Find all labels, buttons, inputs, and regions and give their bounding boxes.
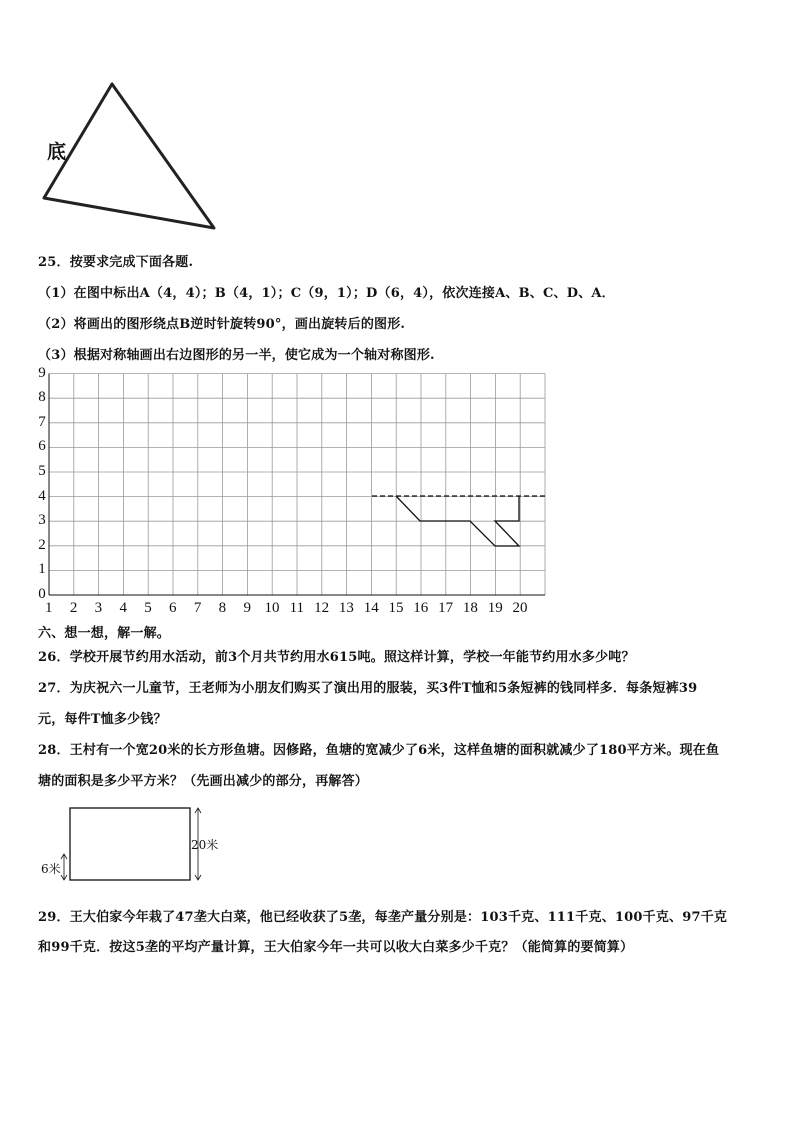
x-tick-label: 10 [264, 600, 280, 616]
q28-line1: 28．王村有一个宽20米的长方形鱼塘。因修路，鱼塘的宽减少了6米，这样鱼塘的面积就减少了180平方米。现在鱼 [38, 743, 720, 758]
x-tick-label: 3 [94, 600, 103, 616]
section-6-heading: 六、想一想，解一解。 [38, 626, 171, 641]
y-tick-label: 5 [38, 463, 46, 479]
x-tick-label: 11 [289, 600, 305, 616]
q25-part1: （1）在图中标出A（4，4）；B（4，1）；C（9，1）；D（6，4），依次连接A、B、C、D、A． [38, 286, 615, 301]
x-tick-label: 12 [314, 600, 330, 616]
x-tick-label: 19 [487, 600, 503, 616]
x-tick-label: 18 [462, 600, 478, 616]
pond-width-label: 20米 [191, 838, 219, 852]
q25-title: 25．按要求完成下面各题. [38, 255, 194, 270]
x-tick-label: 20 [512, 600, 528, 616]
q29-line2: 和99千克．按这5垄的平均产量计算，王大伯家今年一共可以收大白菜多少千克？（能简算的要简算） [38, 940, 634, 955]
y-tick-label: 7 [38, 413, 46, 430]
q27-line1: 27．为庆祝六一儿童节，王老师为小朋友们购买了演出用的服装，买3件T恤和5条短裤的钱同样多．每条短裤39 [38, 681, 698, 696]
y-tick-label: 1 [38, 561, 46, 578]
x-tick-label: 7 [193, 600, 202, 616]
x-tick-label: 8 [218, 600, 227, 616]
y-tick-label: 9 [38, 364, 46, 381]
q29-line1: 29．王大伯家今年栽了47垄大白菜，他已经收获了5垄，每垄产量分别是：103千克、111千克、100千克、97千克 [38, 910, 728, 925]
q25-part3: （3）根据对称轴画出右边图形的另一半，使它成为一个轴对称图形. [38, 348, 435, 363]
y-tick-label: 6 [38, 438, 46, 455]
q27-line2: 元，每件T恤多少钱？ [38, 712, 167, 727]
x-tick-label: 16 [413, 600, 429, 616]
x-tick-label: 17 [438, 600, 454, 616]
x-tick-label: 6 [169, 600, 177, 616]
x-tick-label: 15 [388, 600, 404, 616]
x-tick-label: 9 [243, 600, 251, 616]
y-tick-label: 2 [38, 536, 46, 553]
y-tick-label: 8 [38, 389, 46, 406]
x-tick-label: 5 [144, 600, 152, 616]
q28-line2: 塘的面积是多少平方米？（先画出减少的部分，再解答） [38, 774, 369, 789]
q26: 26．学校开展节约用水活动，前3个月共节约用水615吨。照这样计算，学校一年能节约用水多少吨？ [38, 650, 635, 665]
x-tick-label: 13 [338, 600, 354, 616]
y-tick-label: 3 [38, 512, 46, 529]
y-tick-label: 0 [38, 586, 46, 602]
q25-part2: （2）将画出的图形绕点B逆时针旋转90°，画出旋转后的图形. [38, 317, 406, 332]
y-tick-label: 4 [38, 487, 46, 504]
x-tick-label: 14 [363, 600, 379, 616]
x-tick-label: 4 [119, 600, 127, 616]
pond-reduction-label: 6米 [41, 862, 61, 876]
triangle-base-label: 底 [47, 141, 67, 163]
x-tick-label: 1 [45, 600, 53, 616]
x-tick-label: 2 [69, 600, 78, 616]
